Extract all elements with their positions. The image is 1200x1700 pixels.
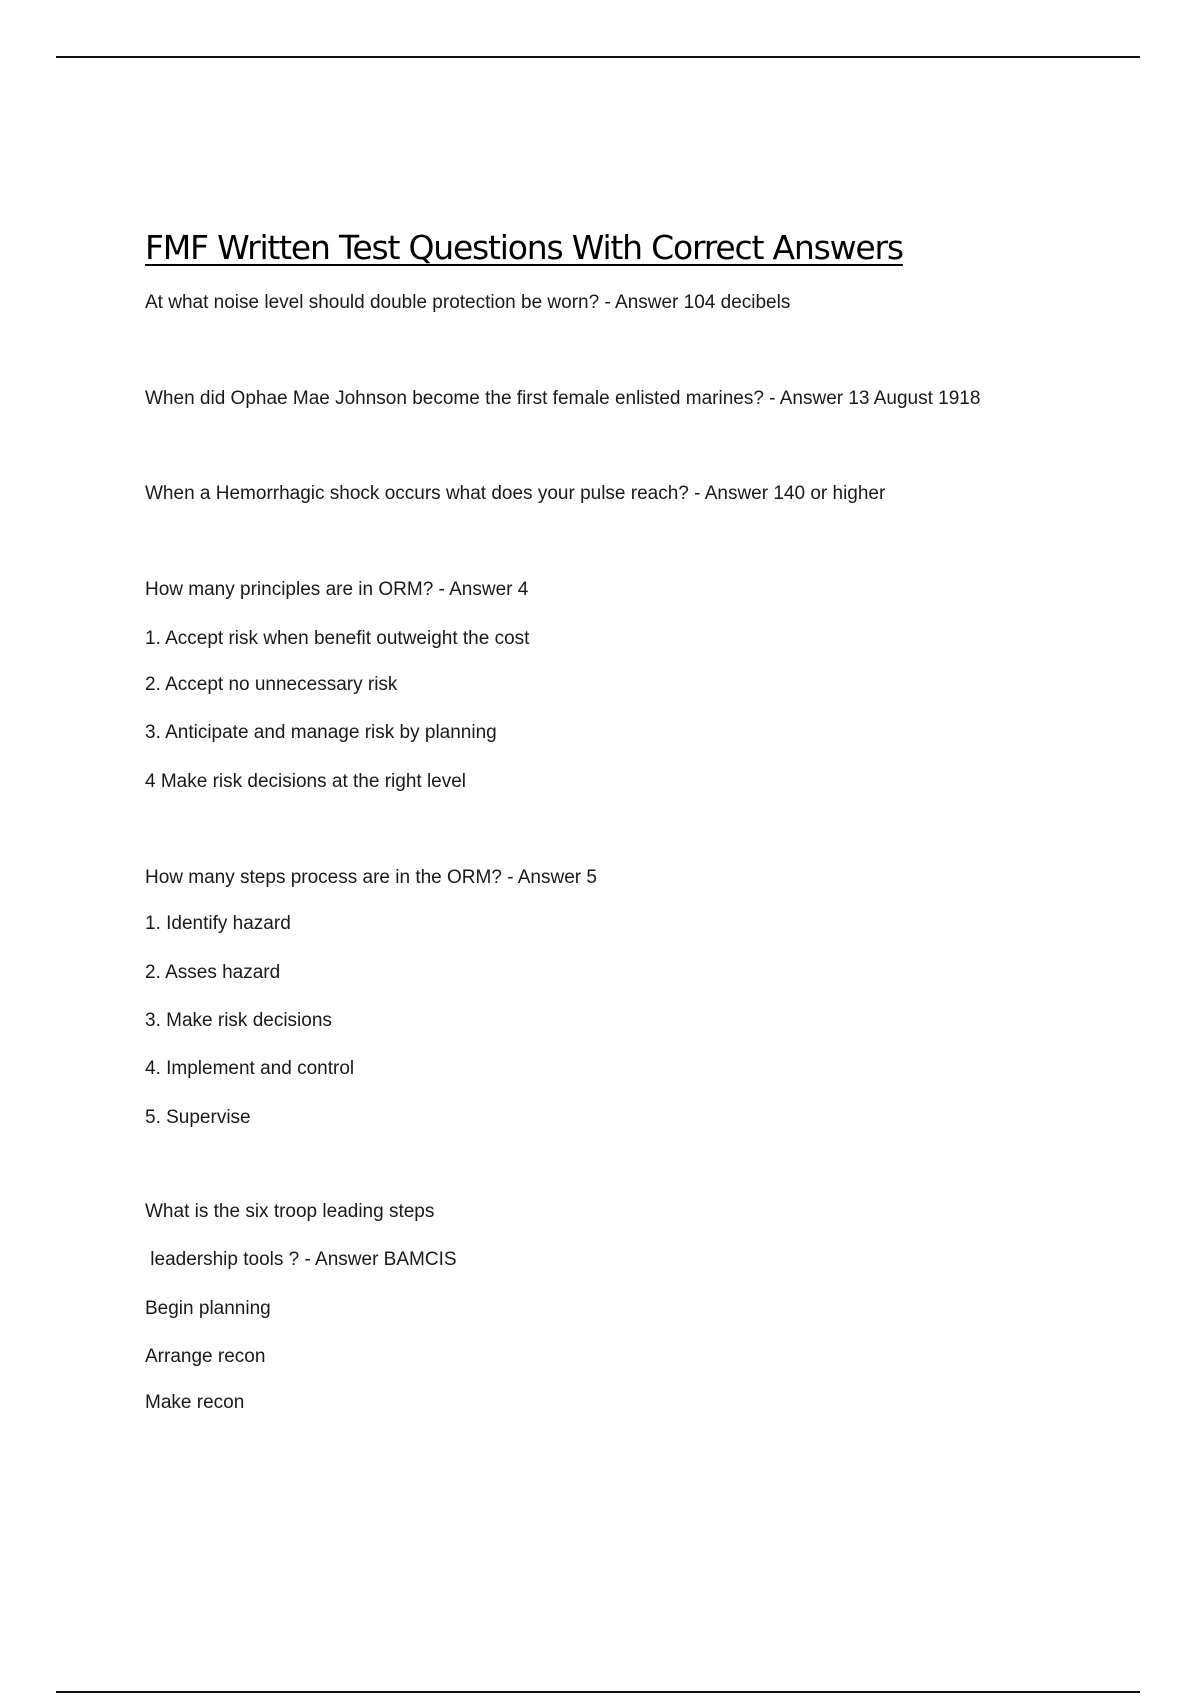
- text-line: When a Hemorrhagic shock occurs what does your pulse reach? - Answer 140 or higher: [145, 483, 886, 504]
- text-line: 5. Supervise: [145, 1107, 251, 1128]
- text-line: 4. Implement and control: [145, 1058, 355, 1079]
- text-line: 4 Make risk decisions at the right level: [145, 771, 467, 792]
- text-line: When did Ophae Mae Johnson become the first female enlisted marines? - Answer 13 August 1918: [145, 388, 981, 409]
- text-line: 3. Make risk decisions: [145, 1010, 332, 1031]
- text-line: Begin planning: [145, 1298, 271, 1319]
- text-line: How many steps process are in the ORM? - Answer 5: [145, 867, 597, 888]
- text-line: 2. Asses hazard: [145, 962, 281, 983]
- document-title: FMF Written Test Questions With Correct Answers: [145, 228, 903, 267]
- text-line: What is the six troop leading steps: [145, 1201, 435, 1222]
- header-rule: [56, 56, 1140, 58]
- text-line: Make recon: [145, 1392, 245, 1413]
- text-line: How many principles are in ORM? - Answer 4: [145, 579, 529, 600]
- text-line: 2. Accept no unnecessary risk: [145, 674, 398, 695]
- text-line: At what noise level should double protection be worn? - Answer 104 decibels: [145, 292, 791, 313]
- text-line: 3. Anticipate and manage risk by planning: [145, 722, 497, 743]
- text-line: Arrange recon: [145, 1346, 266, 1367]
- text-line: 1. Identify hazard: [145, 913, 291, 934]
- footer-rule: [56, 1691, 1140, 1693]
- text-line: leadership tools ? - Answer BAMCIS: [145, 1249, 457, 1270]
- text-line: 1. Accept risk when benefit outweight the cost: [145, 628, 530, 649]
